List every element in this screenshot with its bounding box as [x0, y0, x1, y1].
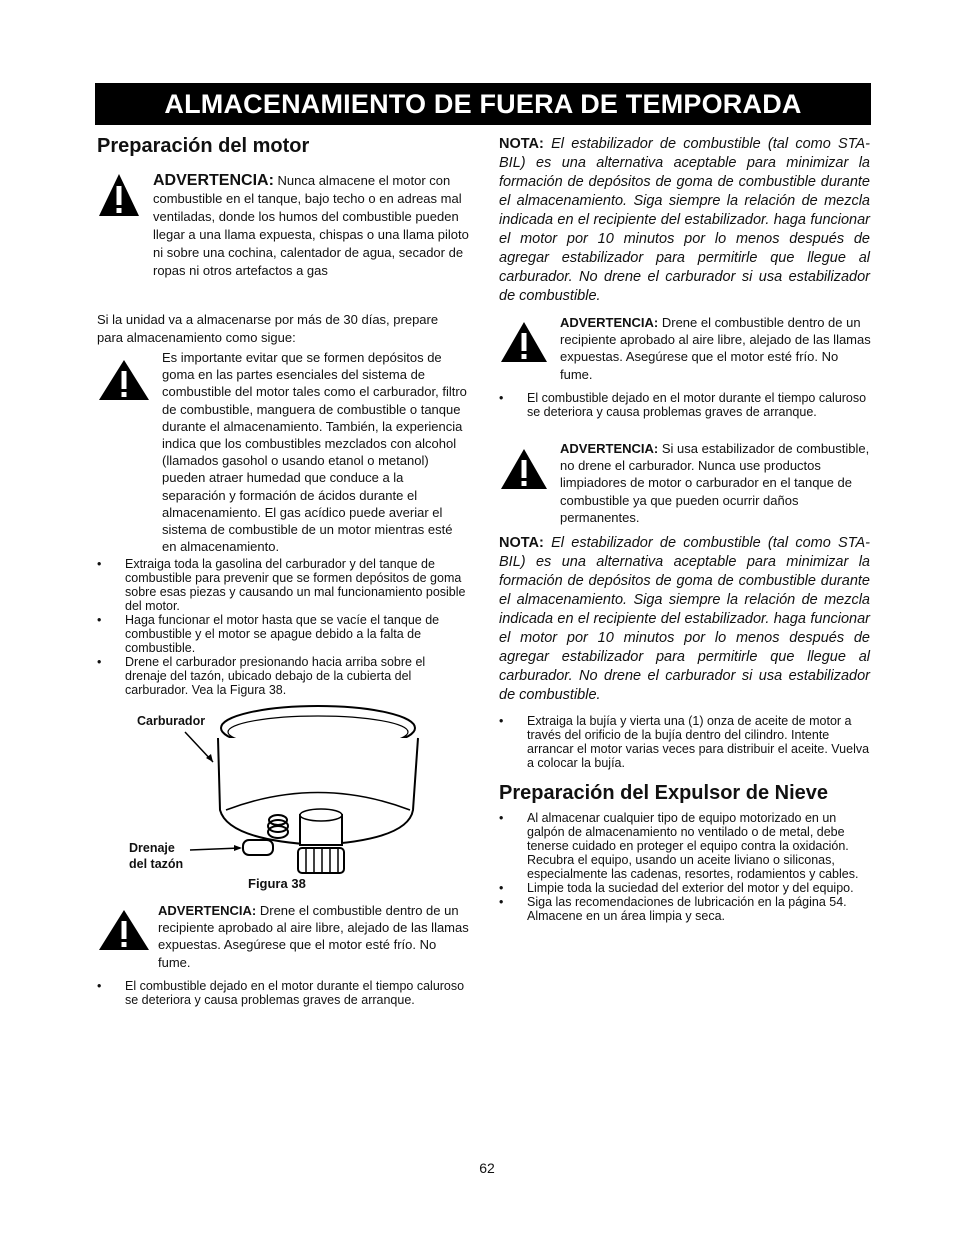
section-heading-motor: Preparación del motor	[97, 135, 310, 157]
warning-block-5: ADVERTENCIA: Si usa estabilizador de combustible, no drene el carburador. Nunca use productos limpiadores de motor o carburador en el tanque de combustible ya que pueden ocurrir daños permanentes.	[560, 441, 870, 525]
figure-label-carburetor: Carburador	[137, 714, 206, 728]
figure-38	[128, 700, 428, 895]
warning-text: Nunca almacene el motor con combustible en el tanque, bajo techo o en adreas mal ventiladas, donde los humos del combustible pueden llegar a una llama expuesta, chispas o una llama piloto ni sobre una cochina, calentador de agua, secador de ropas ni otros artefactos a gas	[153, 173, 469, 278]
list-item: • Al almacenar cualquier tipo de equipo motorizado en un galpón de almacenamiento no ventilado o de metal, debe tenerse cuidado en proteger el equipo contra la oxidación. Recubra el equipo, usando un aceite liviano o siliconas, especialmente las cadenas, resortes, rodamientos y cables.	[499, 811, 859, 881]
note-2: NOTA: El estabilizador de combustible (tal como STA-BIL) es una alternativa aceptable para minimizar la formación de depósitos de goma de combustible durante el almacenamiento. Siga siempre la relación de mezcla indicada en el recipiente del estabilizador. haga funcionar el motor por 10 minutos por lo menos después de agregar estabilizador para permitirle que llegue al carburador. No drene el carburador si usa estabilizador de combustible.	[499, 535, 870, 703]
list-item: • Extraiga la bujía y vierta una (1) onza de aceite de motor a través del orificio de la bujía dentro del cilindro. Intente arrancar el motor varias veces para distribuir el aceite. Vuelva a colocar la bujía.	[499, 714, 870, 770]
intro-paragraph: Si la unidad va a almacenarse por más de 30 días, prepare para almacenamiento como sigue:	[97, 312, 439, 345]
warning-label: ADVERTENCIA:	[153, 172, 274, 189]
section-heading-snow-thrower: Preparación del Expulsor de Nieve	[499, 782, 829, 804]
list-item: • Haga funcionar el motor hasta que se vacíe el tanque de combustible y el motor se apague debido a la falta de combustible.	[97, 613, 440, 655]
warning-icon	[97, 908, 151, 952]
bullet-list-left	[97, 557, 469, 697]
warning-icon	[97, 358, 151, 402]
list-item: • El combustible dejado en el motor durante el tiempo caluroso se deteriora y causa problemas graves de arranque.	[499, 391, 867, 419]
bullet-list-right-2	[499, 714, 871, 770]
figure-caption: Figura 38	[248, 876, 306, 891]
warning-icon	[499, 320, 549, 364]
list-item: • Limpie toda la suciedad del exterior del motor y del equipo.	[499, 881, 854, 895]
list-item: • Extraiga toda la gasolina del carburador y del tanque de combustible para prevenir que se formen depósitos de goma sobre esas piezas y causando un mal funcionamiento posible del motor.	[97, 557, 466, 613]
list-item: • Siga las recomendaciones de lubricación en la página 54. Almacene en un área limpia y seca.	[499, 895, 847, 923]
page-title: ALMACENAMIENTO DE FUERA DE TEMPORADA	[95, 83, 871, 125]
warning-block-4: ADVERTENCIA: Drene el combustible dentro de un recipiente aprobado al aire libre, alejado de las llamas expuestas. Asegúrese que el motor esté frío. No fume.	[560, 315, 871, 382]
bullet-list-left-2	[97, 979, 469, 1007]
bullet-list-right-3	[499, 811, 871, 923]
note-1: NOTA: El estabilizador de combustible (tal como STA-BIL) es una alternativa aceptable para minimizar la formación de depósitos de goma de combustible durante el almacenamiento. Siga siempre la relación de mezcla indicada en el recipiente del estabilizador. haga funcionar el motor por 10 minutos por lo menos después de agregar estabilizador para permitirle que llegue al carburador. No drene el carburador si usa estabilizador de combustible.	[499, 136, 870, 304]
warning-icon	[97, 172, 141, 218]
warning-block-2: Es importante evitar que se formen depósitos de goma en las partes esenciales del sistema de combustible del motor tales como el carburador, filtro de combustible, manguera de combustible o tanque durante el almacenamiento. También, la experiencia indica que los combustibles mezclados con alcohol (llamados gasohol o usando etanol o metanol) pueden atraer humedad que conduce a la separación y formación de ácidos durante el almacenamiento. El gas acídico puede averiar el sistema de combustible de un motor mientras esté en almacenamiento.	[162, 350, 467, 555]
warning-block-3: ADVERTENCIA: Drene el combustible dentro de un recipiente aprobado al aire libre, alejado de las llamas expuestas. Asegúrese que el motor esté frío. No fume.	[158, 903, 469, 970]
figure-label-drain: Drenaje del tazón	[129, 841, 184, 871]
warning-block-1	[153, 172, 473, 280]
warning-icon	[499, 447, 549, 491]
list-item: • El combustible dejado en el motor durante el tiempo caluroso se deteriora y causa problemas graves de arranque.	[97, 979, 465, 1007]
list-item: • Drene el carburador presionando hacia arriba sobre el drenaje del tazón, ubicado debajo de la cubierta del carburador. Vea la Figura 38.	[97, 655, 426, 697]
page-number: 62	[479, 1160, 495, 1176]
bullet-list-right-1	[499, 391, 871, 419]
